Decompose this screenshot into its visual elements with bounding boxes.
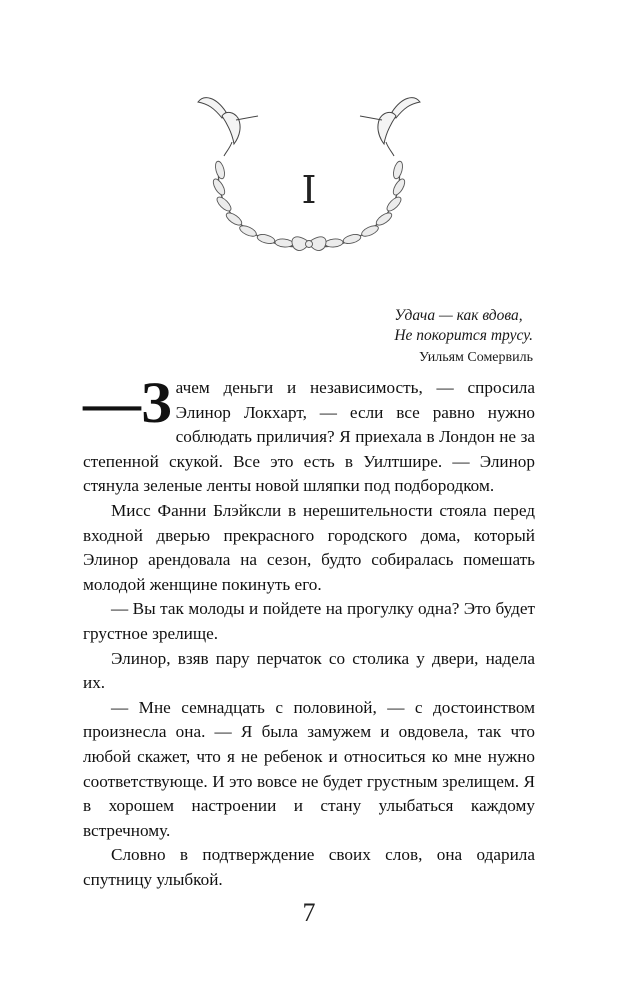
hummingbird-right-icon (360, 98, 420, 156)
chapter-body (83, 370, 535, 892)
epigraph (394, 306, 533, 346)
paragraph: Элинор, взяв пару перчаток со столика у двери, надела их. (83, 648, 535, 693)
paragraph: — Мне семнадцать с половиной, — с достоинством произнесла она. — Я была замужем и овдовела, так что любой скажет, что я не ребенок и относиться ко мне нужно соответствующе. И это вовсе не будет грустным зрелищем. Я в хорошем настроении и стану улыбаться каждому встречному. (83, 697, 535, 840)
chapter-number: I (301, 168, 317, 212)
drop-cap: —З (83, 370, 172, 435)
epigraph-line: Удача — как вдова, (394, 307, 523, 324)
epigraph-author: Уильям Сомервиль (419, 350, 533, 365)
epigraph-line: Не покорится трусу. (394, 327, 533, 344)
paragraph-text: ачем деньги и независимость, — спросила Элинор Локхарт, — если все равно нужно соблюдать приличия? Я приехала в Лондон не за степенной скукой. Все это есть в Уилтшире. — Элинор стянула зеленые ленты новой шляпки под подбородком. (83, 378, 535, 496)
page-number: 7 (302, 898, 316, 927)
hummingbird-left-icon (198, 98, 258, 156)
paragraph (83, 370, 535, 499)
paragraph: Словно в подтверждение своих слов, она одарила спутницу улыбкой. (83, 845, 535, 889)
paragraph: Мисс Фанни Блэйксли в нерешительности стояла перед входной дверью прекрасного городского дома, который Элинор арендовала на сезон, будто собиралась помешать молодой женщине покинуть его. (83, 500, 535, 594)
paragraph: — Вы так молоды и пойдете на прогулку одна? Это будет грустное зрелище. (83, 599, 535, 643)
